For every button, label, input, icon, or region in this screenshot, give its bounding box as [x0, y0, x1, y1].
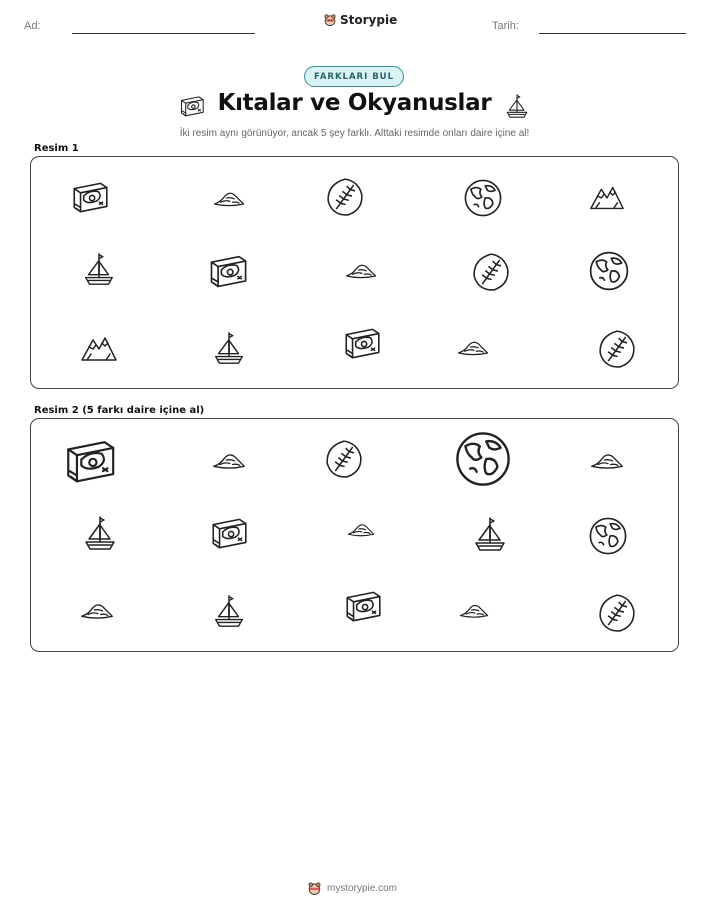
map-book-icon[interactable] [340, 322, 384, 364]
leaf-fossil-icon[interactable] [323, 436, 365, 482]
sand-pile-icon[interactable] [72, 592, 122, 628]
footer [307, 881, 397, 896]
globe-icon[interactable] [460, 176, 506, 220]
name-line[interactable] [72, 33, 255, 34]
sailboat-icon[interactable] [80, 511, 120, 555]
sailboat-icon[interactable] [210, 589, 248, 633]
storypie-logo [323, 13, 397, 27]
find-differences-tag: FARKLARI BUL [304, 66, 404, 87]
mountain-icon[interactable] [74, 328, 124, 368]
mountain-icon[interactable] [583, 178, 631, 216]
sand-pile-icon[interactable] [448, 330, 498, 364]
date-label: Tarih: [492, 20, 519, 32]
sailboat-icon [503, 92, 531, 120]
map-book-icon[interactable] [57, 432, 123, 490]
leaf-fossil-icon[interactable] [324, 176, 366, 218]
globe-icon[interactable] [450, 427, 516, 491]
page-title: Kıtalar ve Okyanuslar [217, 90, 492, 116]
storypie-mascot-icon [323, 13, 337, 27]
sailboat-icon[interactable] [80, 247, 118, 291]
map-book-icon[interactable] [206, 249, 250, 293]
leaf-fossil-icon[interactable] [470, 249, 512, 295]
footer-url: mystorypie.com [327, 883, 398, 894]
sand-pile-icon[interactable] [448, 594, 500, 626]
name-label: Ad: [24, 20, 41, 32]
instructions: İki resim aynı görünüyor, ancak 5 şey farklı. Alttaki resimde onları daire içine al! [179, 128, 530, 139]
map-book-icon[interactable] [208, 512, 250, 554]
sand-pile-icon[interactable] [336, 253, 386, 287]
picture2-label: Resim 2 (5 farkı daire içine al) [34, 405, 205, 416]
sand-pile-icon[interactable] [205, 442, 253, 478]
sand-pile-icon[interactable] [582, 442, 632, 478]
map-book-icon[interactable] [69, 176, 111, 218]
storypie-mascot-icon [307, 881, 322, 896]
sailboat-icon[interactable] [470, 512, 510, 556]
map-book-icon[interactable] [341, 585, 385, 627]
sand-pile-icon[interactable] [336, 514, 386, 544]
date-line[interactable] [539, 33, 686, 34]
globe-icon[interactable] [586, 514, 630, 558]
sand-pile-icon[interactable] [205, 181, 253, 215]
leaf-fossil-icon[interactable] [596, 326, 638, 372]
sailboat-icon[interactable] [210, 326, 248, 370]
leaf-fossil-icon[interactable] [596, 590, 638, 636]
picture1-label: Resim 1 [34, 143, 79, 154]
globe-icon[interactable] [586, 248, 632, 294]
brand-name: Storypie [340, 13, 398, 27]
